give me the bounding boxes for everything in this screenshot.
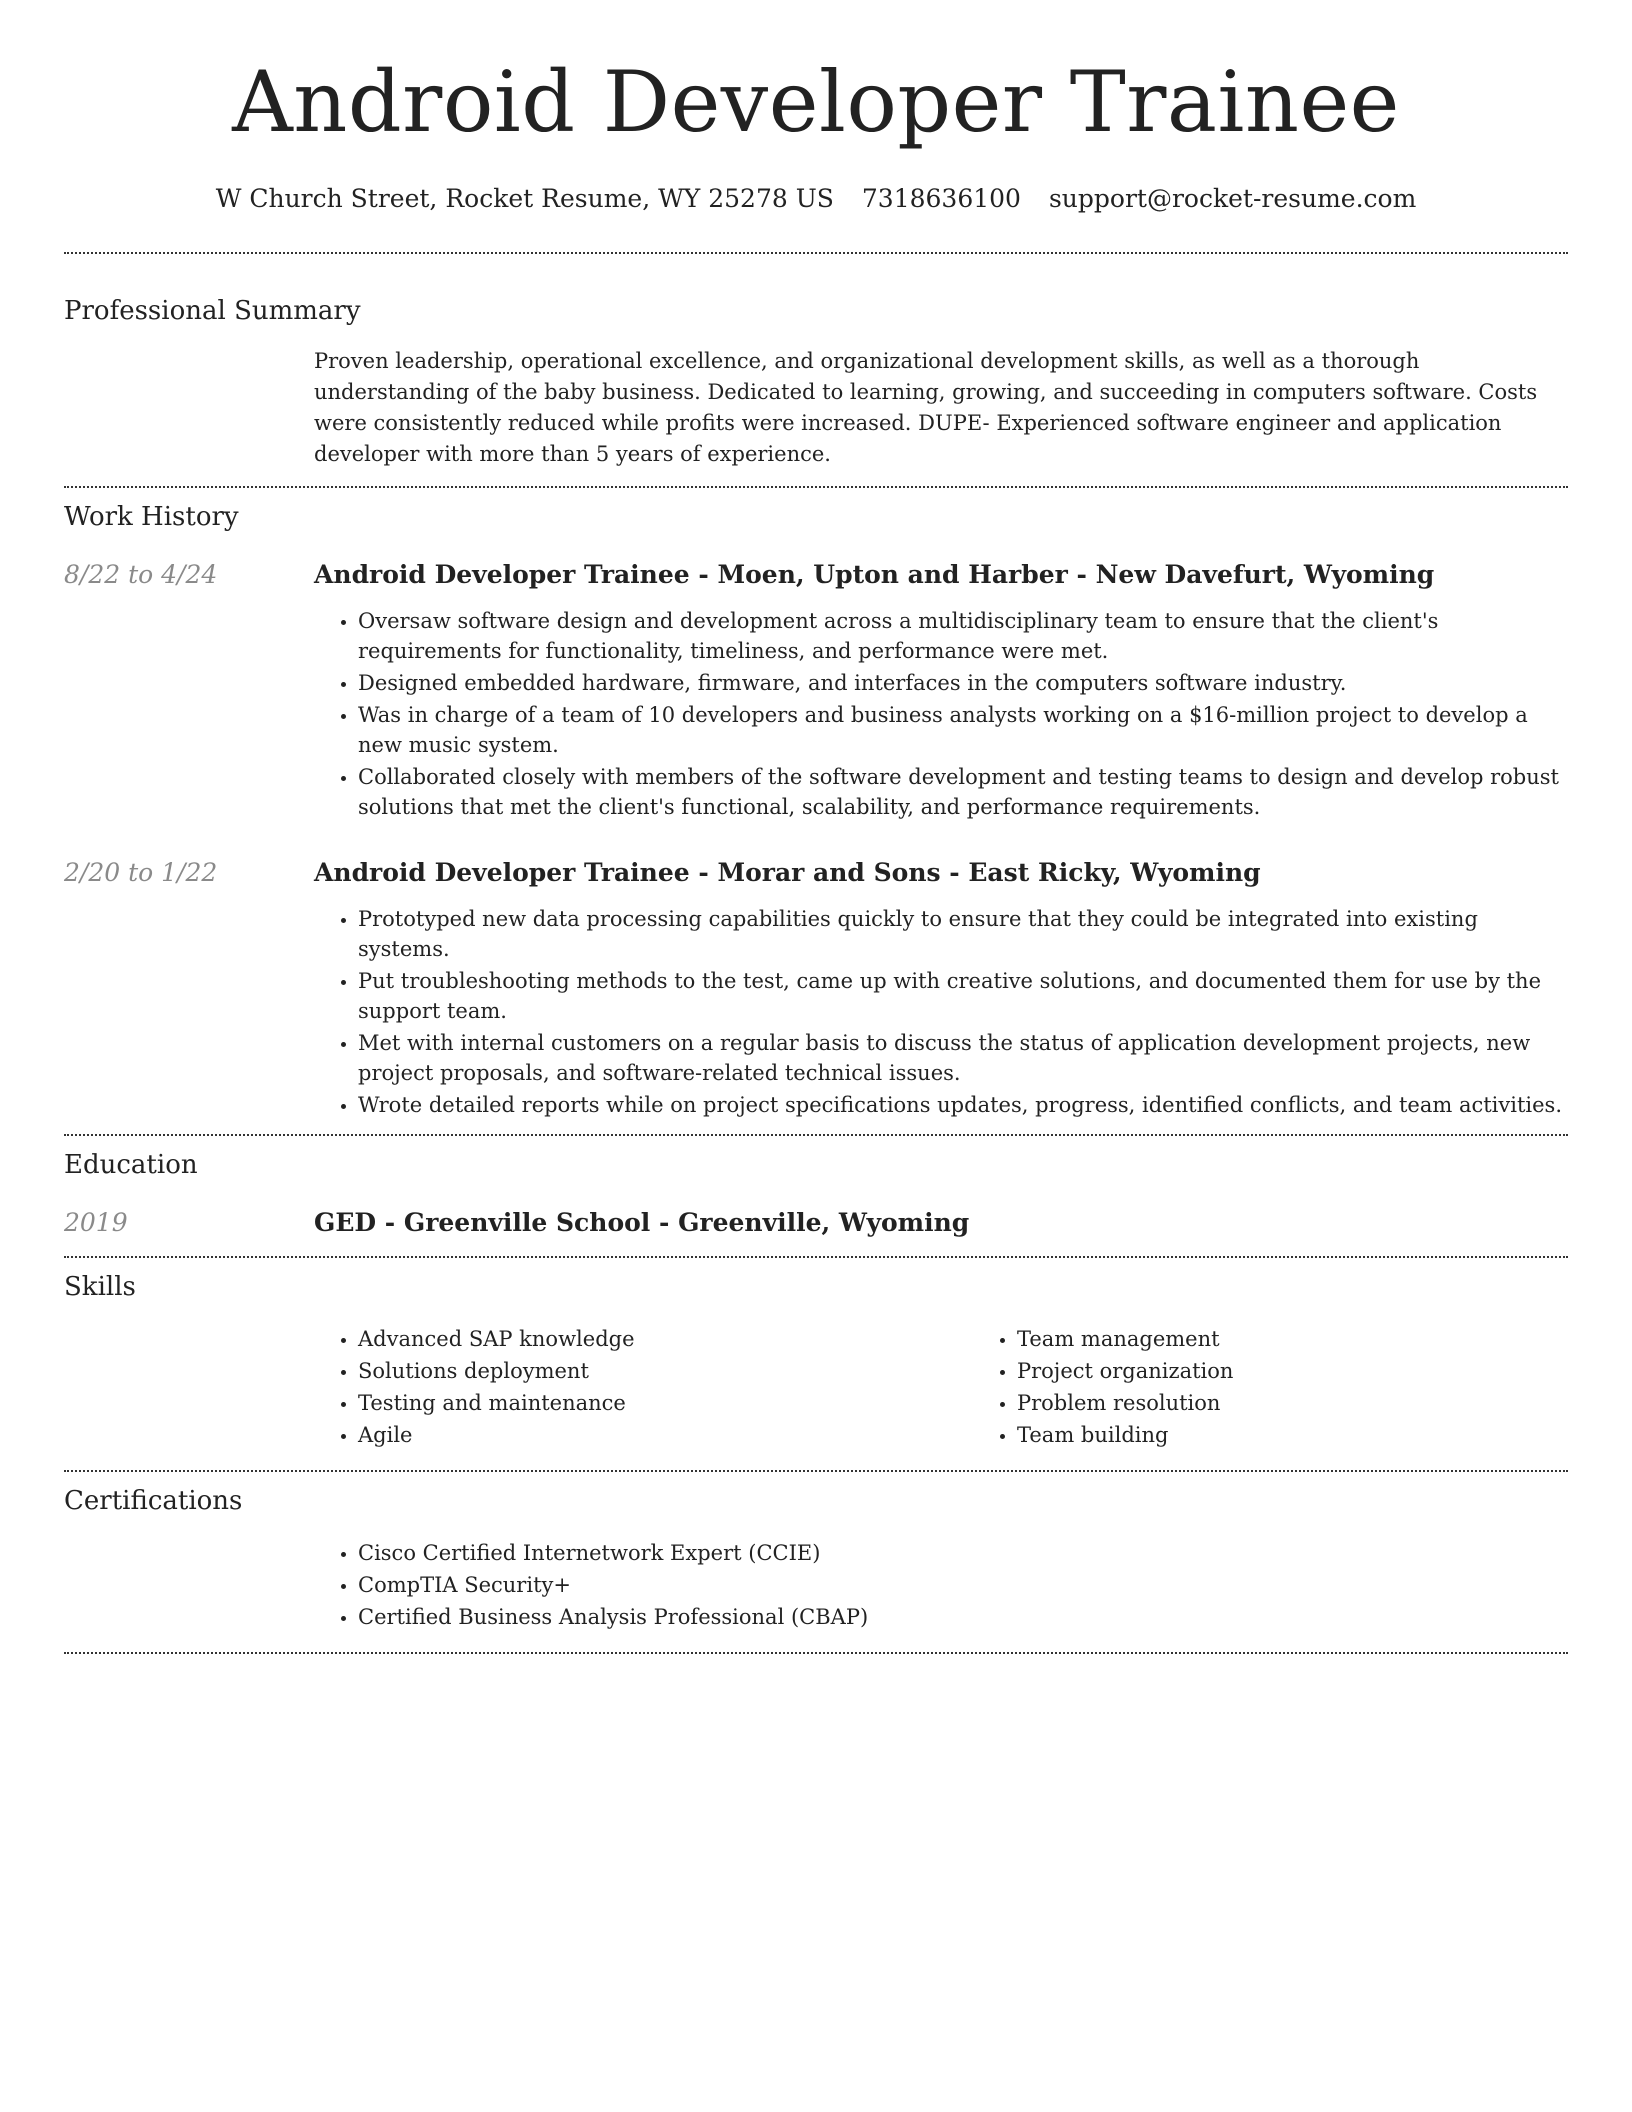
education-heading: Education bbox=[64, 1150, 198, 1180]
list-item: • Was in charge of a team of 10 developers and business analysts working on a $16-million project to develop a new music system. bbox=[358, 700, 1568, 760]
contact-address: W Church Street, Rocket Resume, WY 25278 US bbox=[215, 184, 834, 213]
certifications-heading: Certifications bbox=[64, 1486, 243, 1516]
list-item: • Met with internal customers on a regular basis to discuss the status of application development projects, new project proposals, and software-related technical issues. bbox=[358, 1028, 1568, 1088]
list-item: • Team management bbox=[1017, 1324, 1632, 1354]
candidate-name: Android Developer Trainee bbox=[232, 53, 1400, 151]
skills-heading: Skills bbox=[64, 1272, 136, 1302]
list-item: • Collaborated closely with members of the software development and testing teams to design and develop robust solutions that met the client's functional, scalability, and performance requirements. bbox=[358, 762, 1568, 822]
skills-section bbox=[64, 1258, 1568, 1452]
certifications-section bbox=[64, 1472, 1568, 1634]
job-bullets bbox=[314, 606, 1568, 822]
education-entry bbox=[64, 1206, 1568, 1240]
contact-line bbox=[64, 182, 1568, 216]
list-item: • Certified Business Analysis Professional (CBAP) bbox=[358, 1602, 1568, 1632]
summary-section bbox=[64, 254, 1568, 470]
work-history-section bbox=[64, 488, 1568, 1122]
education-title: GED - Greenville School - Greenville, Wyoming bbox=[314, 1208, 970, 1237]
skills-list-right bbox=[973, 1324, 1632, 1452]
list-item: • Agile bbox=[358, 1420, 973, 1450]
job-dates: 2/20 to 1/22 bbox=[64, 858, 218, 887]
list-item: • Cisco Certified Internetwork Expert (CCIE) bbox=[358, 1538, 1568, 1568]
job-title: Android Developer Trainee - Morar and Sons - East Ricky, Wyoming bbox=[314, 858, 1261, 887]
skills-list-left bbox=[314, 1324, 973, 1452]
job-entry bbox=[64, 558, 1568, 824]
section-divider bbox=[64, 1652, 1568, 1654]
list-item: • Project organization bbox=[1017, 1356, 1632, 1386]
job-bullets bbox=[314, 904, 1568, 1120]
list-item: • CompTIA Security+ bbox=[358, 1570, 1568, 1600]
list-item: • Team building bbox=[1017, 1420, 1632, 1450]
job-dates: 8/22 to 4/24 bbox=[64, 560, 218, 589]
list-item: • Designed embedded hardware, firmware, and interfaces in the computers software industry. bbox=[358, 668, 1568, 698]
education-year: 2019 bbox=[64, 1208, 128, 1237]
summary-text: Proven leadership, operational excellence, and organizational development skills, as well as a thorough understanding of the baby business. Dedicated to learning, growing, and succeeding in computers software. Costs were consistently reduced while profits were increased. DUPE- Experienced software engineer and application developer with more than 5 years of experience. bbox=[314, 349, 1538, 466]
summary-heading: Professional Summary bbox=[64, 296, 361, 326]
list-item: • Put troubleshooting methods to the test, came up with creative solutions, and documented them for use by the support team. bbox=[358, 966, 1568, 1026]
job-entry bbox=[64, 856, 1568, 1122]
list-item: • Problem resolution bbox=[1017, 1388, 1632, 1418]
list-item: • Oversaw software design and development across a multidisciplinary team to ensure that the client's requirements for functionality, timeliness, and performance were met. bbox=[358, 606, 1568, 666]
education-section bbox=[64, 1136, 1568, 1240]
list-item: • Testing and maintenance bbox=[358, 1388, 973, 1418]
contact-phone: 7318636100 bbox=[861, 184, 1021, 213]
list-item: • Prototyped new data processing capabilities quickly to ensure that they could be integrated into existing systems. bbox=[358, 904, 1568, 964]
job-title: Android Developer Trainee - Moen, Upton and Harber - New Davefurt, Wyoming bbox=[314, 560, 1435, 589]
list-item: • Advanced SAP knowledge bbox=[358, 1324, 973, 1354]
work-history-heading: Work History bbox=[64, 502, 239, 532]
list-item: • Wrote detailed reports while on project specifications updates, progress, identified conflicts, and team activities. bbox=[358, 1090, 1568, 1120]
list-item: • Solutions deployment bbox=[358, 1356, 973, 1386]
contact-email: support@rocket-resume.com bbox=[1048, 184, 1417, 213]
certifications-list bbox=[314, 1538, 1568, 1632]
